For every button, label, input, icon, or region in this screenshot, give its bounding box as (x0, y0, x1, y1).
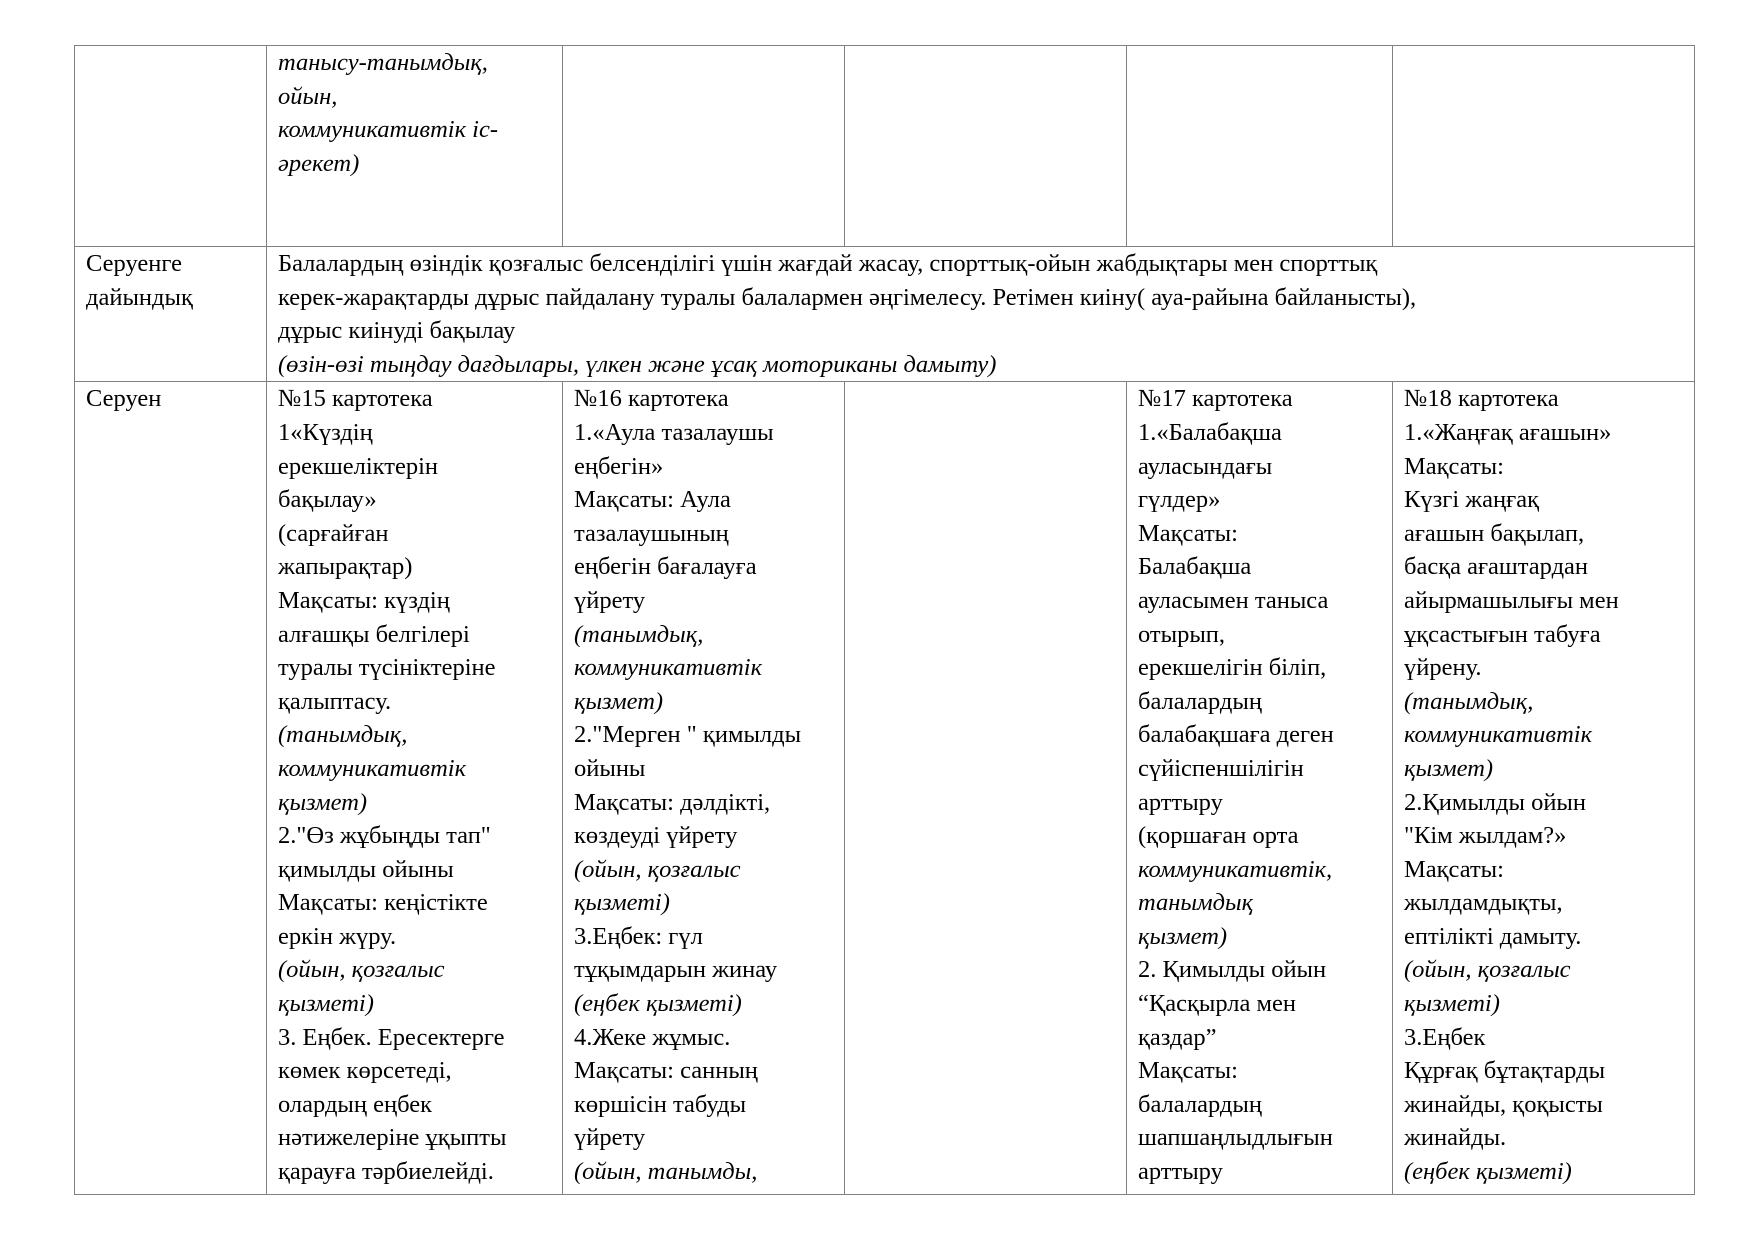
cell-line: Мақсаты: күздің (278, 586, 450, 614)
cell-line: №15 картотека (278, 385, 433, 413)
cell-line: коммуникативтік, (1138, 855, 1333, 883)
cell-line: қызметі) (1404, 990, 1500, 1018)
cell-line: Мақсаты: (1404, 855, 1504, 883)
cell-line: №18 картотека (1404, 385, 1559, 413)
cell-line: үйрену. (1404, 654, 1482, 682)
cell-line: еркін жүру. (278, 922, 397, 950)
cell-line: 2. Қимылды ойын (1138, 956, 1327, 984)
cell-line: танысу-танымдық, (278, 49, 488, 76)
content-cell (845, 46, 1127, 247)
cell-line: 2."Өз жұбыңды тап" (278, 822, 491, 850)
row-label: Серуенге (86, 250, 182, 277)
cell-line: айырмашылығы мен (1404, 586, 1619, 614)
cell-line: қызмет) (1138, 922, 1228, 950)
cell-line: балабақшаға деген (1138, 721, 1334, 749)
document-page (74, 45, 1694, 1195)
cell-line: Мақсаты: Аула (574, 486, 731, 514)
cell-line: олардың еңбек (278, 1090, 433, 1118)
cell-line: (еңбек қызметі) (1404, 1158, 1572, 1186)
cell-line: (ойын, қозғалыс (574, 855, 741, 883)
cell-line: гүлдер» (1138, 486, 1221, 514)
cell-line: бақылау» (278, 486, 377, 514)
cell-line: шапшаңлыдлығын (1138, 1124, 1333, 1152)
content-cell (1393, 382, 1695, 1195)
cell-line: (танымдық, (278, 721, 408, 749)
content-cell (267, 382, 563, 1195)
cell-line: қызметі) (574, 889, 670, 917)
cell-line: ауласымен таныса (1138, 586, 1329, 614)
cell-line: Мақсаты: кеңістікте (278, 889, 488, 917)
cell-line: тұқымдарын жинау (574, 956, 778, 984)
cell-line: туралы түсініктеріне (278, 654, 496, 682)
cell-line: ұқсастығын табуға (1404, 620, 1601, 648)
cell-line: үйрету (574, 1124, 646, 1152)
cell-line: үйрету (574, 586, 646, 614)
cell-line: қарауға тәрбиелейді. (278, 1158, 494, 1186)
cell-line: (сарғайған (278, 519, 389, 547)
cell-line: 2."Мерген " қимылды (574, 721, 802, 749)
cell-line: отырып, (1138, 620, 1226, 648)
cell-line: қызмет) (278, 788, 368, 816)
content-cell (267, 46, 563, 247)
cell-line: Балалардың өзіндік қозғалыс белсенділігі үшін жағдай жасау, спорттық-ойын жабдықтары мен спорттық (278, 250, 1378, 277)
cell-note: (өзін-өзі тыңдау дағдылары, үлкен және ұсақ моториканы дамыту) (278, 350, 997, 378)
cell-line: 3. Еңбек. Ересектерге (278, 1023, 505, 1051)
cell-line: (ойын, қозғалыс (1404, 956, 1571, 984)
cell-line: 3.Еңбек (1404, 1023, 1486, 1051)
cell-line: Күзгі жаңғақ (1404, 486, 1539, 514)
table-row (75, 382, 1695, 1195)
cell-line: ағашын бақылап, (1404, 519, 1585, 547)
content-cell (1393, 46, 1695, 247)
cell-line: Мақсаты: санның (574, 1057, 758, 1085)
cell-line: ерекшеліктерін (278, 452, 439, 480)
cell-line: жинайды. (1404, 1124, 1507, 1152)
cell-line: (қоршаған орта (1138, 822, 1299, 850)
cell-line: №17 картотека (1138, 385, 1293, 413)
content-cell (563, 46, 845, 247)
row-label-cell (75, 247, 267, 382)
cell-line: 4.Жеке жұмыс. (574, 1023, 731, 1051)
cell-line: №16 картотека (574, 385, 729, 413)
cell-line: балалардың (1138, 1090, 1262, 1118)
cell-line: 1.«Аула тазалаушы (574, 418, 774, 446)
row-label-cell (75, 46, 267, 247)
cell-line: қызмет) (1404, 754, 1494, 782)
schedule-table (74, 45, 1695, 1195)
cell-line: көршісін табуды (574, 1090, 747, 1118)
cell-line: коммуникативтік іс- (278, 116, 498, 144)
cell-line: танымдық (1138, 889, 1254, 917)
cell-line: (танымдық, (1404, 687, 1534, 715)
cell-line: қаздар” (1138, 1023, 1217, 1051)
cell-line: Мақсаты: (1138, 1057, 1238, 1085)
cell-line: еңбегін» (574, 452, 664, 480)
cell-line: әрекет) (278, 149, 360, 177)
cell-line: балалардың (1138, 687, 1262, 715)
cell-line: коммуникативтік (278, 754, 467, 782)
row-label-cell (75, 382, 267, 1195)
table-row (75, 46, 1695, 247)
cell-line: нәтижелеріне ұқыпты (278, 1124, 507, 1152)
row-label: дайындық (86, 283, 193, 311)
cell-line: дұрыс киінуді бақылау (278, 317, 516, 345)
cell-line: жинайды, қоқысты (1404, 1090, 1603, 1118)
cell-line: ептілікті дамыту. (1404, 922, 1582, 950)
cell-line: қызметі) (278, 990, 374, 1018)
cell-line: Мақсаты: (1138, 519, 1238, 547)
cell-line: қызмет) (574, 687, 664, 715)
cell-line: ойын, (278, 82, 338, 110)
cell-line: “Қасқырла мен (1138, 990, 1296, 1018)
cell-line: жылдамдықты, (1404, 889, 1563, 917)
cell-line: жапырақтар) (278, 553, 413, 581)
cell-line: еңбегін бағалауға (574, 553, 757, 581)
cell-line: ауласындағы (1138, 452, 1273, 480)
cell-line: "Кім жылдам?» (1404, 822, 1567, 850)
content-cell (563, 382, 845, 1195)
cell-line: 3.Еңбек: гүл (574, 922, 703, 950)
cell-line: Мақсаты: (1404, 452, 1504, 480)
content-cell (845, 382, 1127, 1195)
content-cell (1127, 46, 1393, 247)
cell-line: қимылды ойыны (278, 855, 454, 883)
cell-line: 2.Қимылды ойын (1404, 788, 1587, 816)
cell-line: көздеуді үйрету (574, 822, 738, 850)
cell-line: ойыны (574, 754, 646, 782)
cell-line: сүйіспеншілігін (1138, 754, 1304, 782)
cell-line: ерекшелігін біліп, (1138, 654, 1327, 682)
cell-line: Құрғақ бұтақтарды (1404, 1057, 1606, 1085)
cell-line: (ойын, қозғалыс (278, 956, 445, 984)
cell-line: көмек көрсетеді, (278, 1057, 452, 1085)
cell-line: арттыру (1138, 1158, 1223, 1186)
cell-line: коммуникативтік (574, 654, 763, 682)
cell-line: 1.«Жаңғақ ағашын» (1404, 418, 1612, 446)
content-cell (1127, 382, 1393, 1195)
cell-line: керек-жарақтарды дұрыс пайдалану туралы балалармен әңгімелесу. Ретімен киіну( ауа-райына байланысты), (278, 283, 1417, 311)
cell-line: 1«Күздің (278, 418, 373, 446)
cell-line: 1.«Балабақша (1138, 418, 1282, 446)
cell-line: (танымдық, (574, 620, 704, 648)
table-row (75, 247, 1695, 382)
cell-line: (ойын, танымды, (574, 1158, 758, 1186)
cell-line: тазалаушының (574, 519, 729, 547)
cell-line: (еңбек қызметі) (574, 990, 742, 1018)
merged-content-cell (267, 247, 1695, 382)
cell-line: Мақсаты: дәлдікті, (574, 788, 771, 816)
cell-line: алғашқы белгілері (278, 620, 470, 648)
cell-line: коммуникативтік (1404, 721, 1593, 749)
cell-line: қалыптасу. (278, 687, 392, 715)
cell-line: Балабақша (1138, 553, 1252, 581)
cell-line: арттыру (1138, 788, 1223, 816)
row-label: Серуен (86, 385, 162, 413)
cell-line: басқа ағаштардан (1404, 553, 1589, 581)
